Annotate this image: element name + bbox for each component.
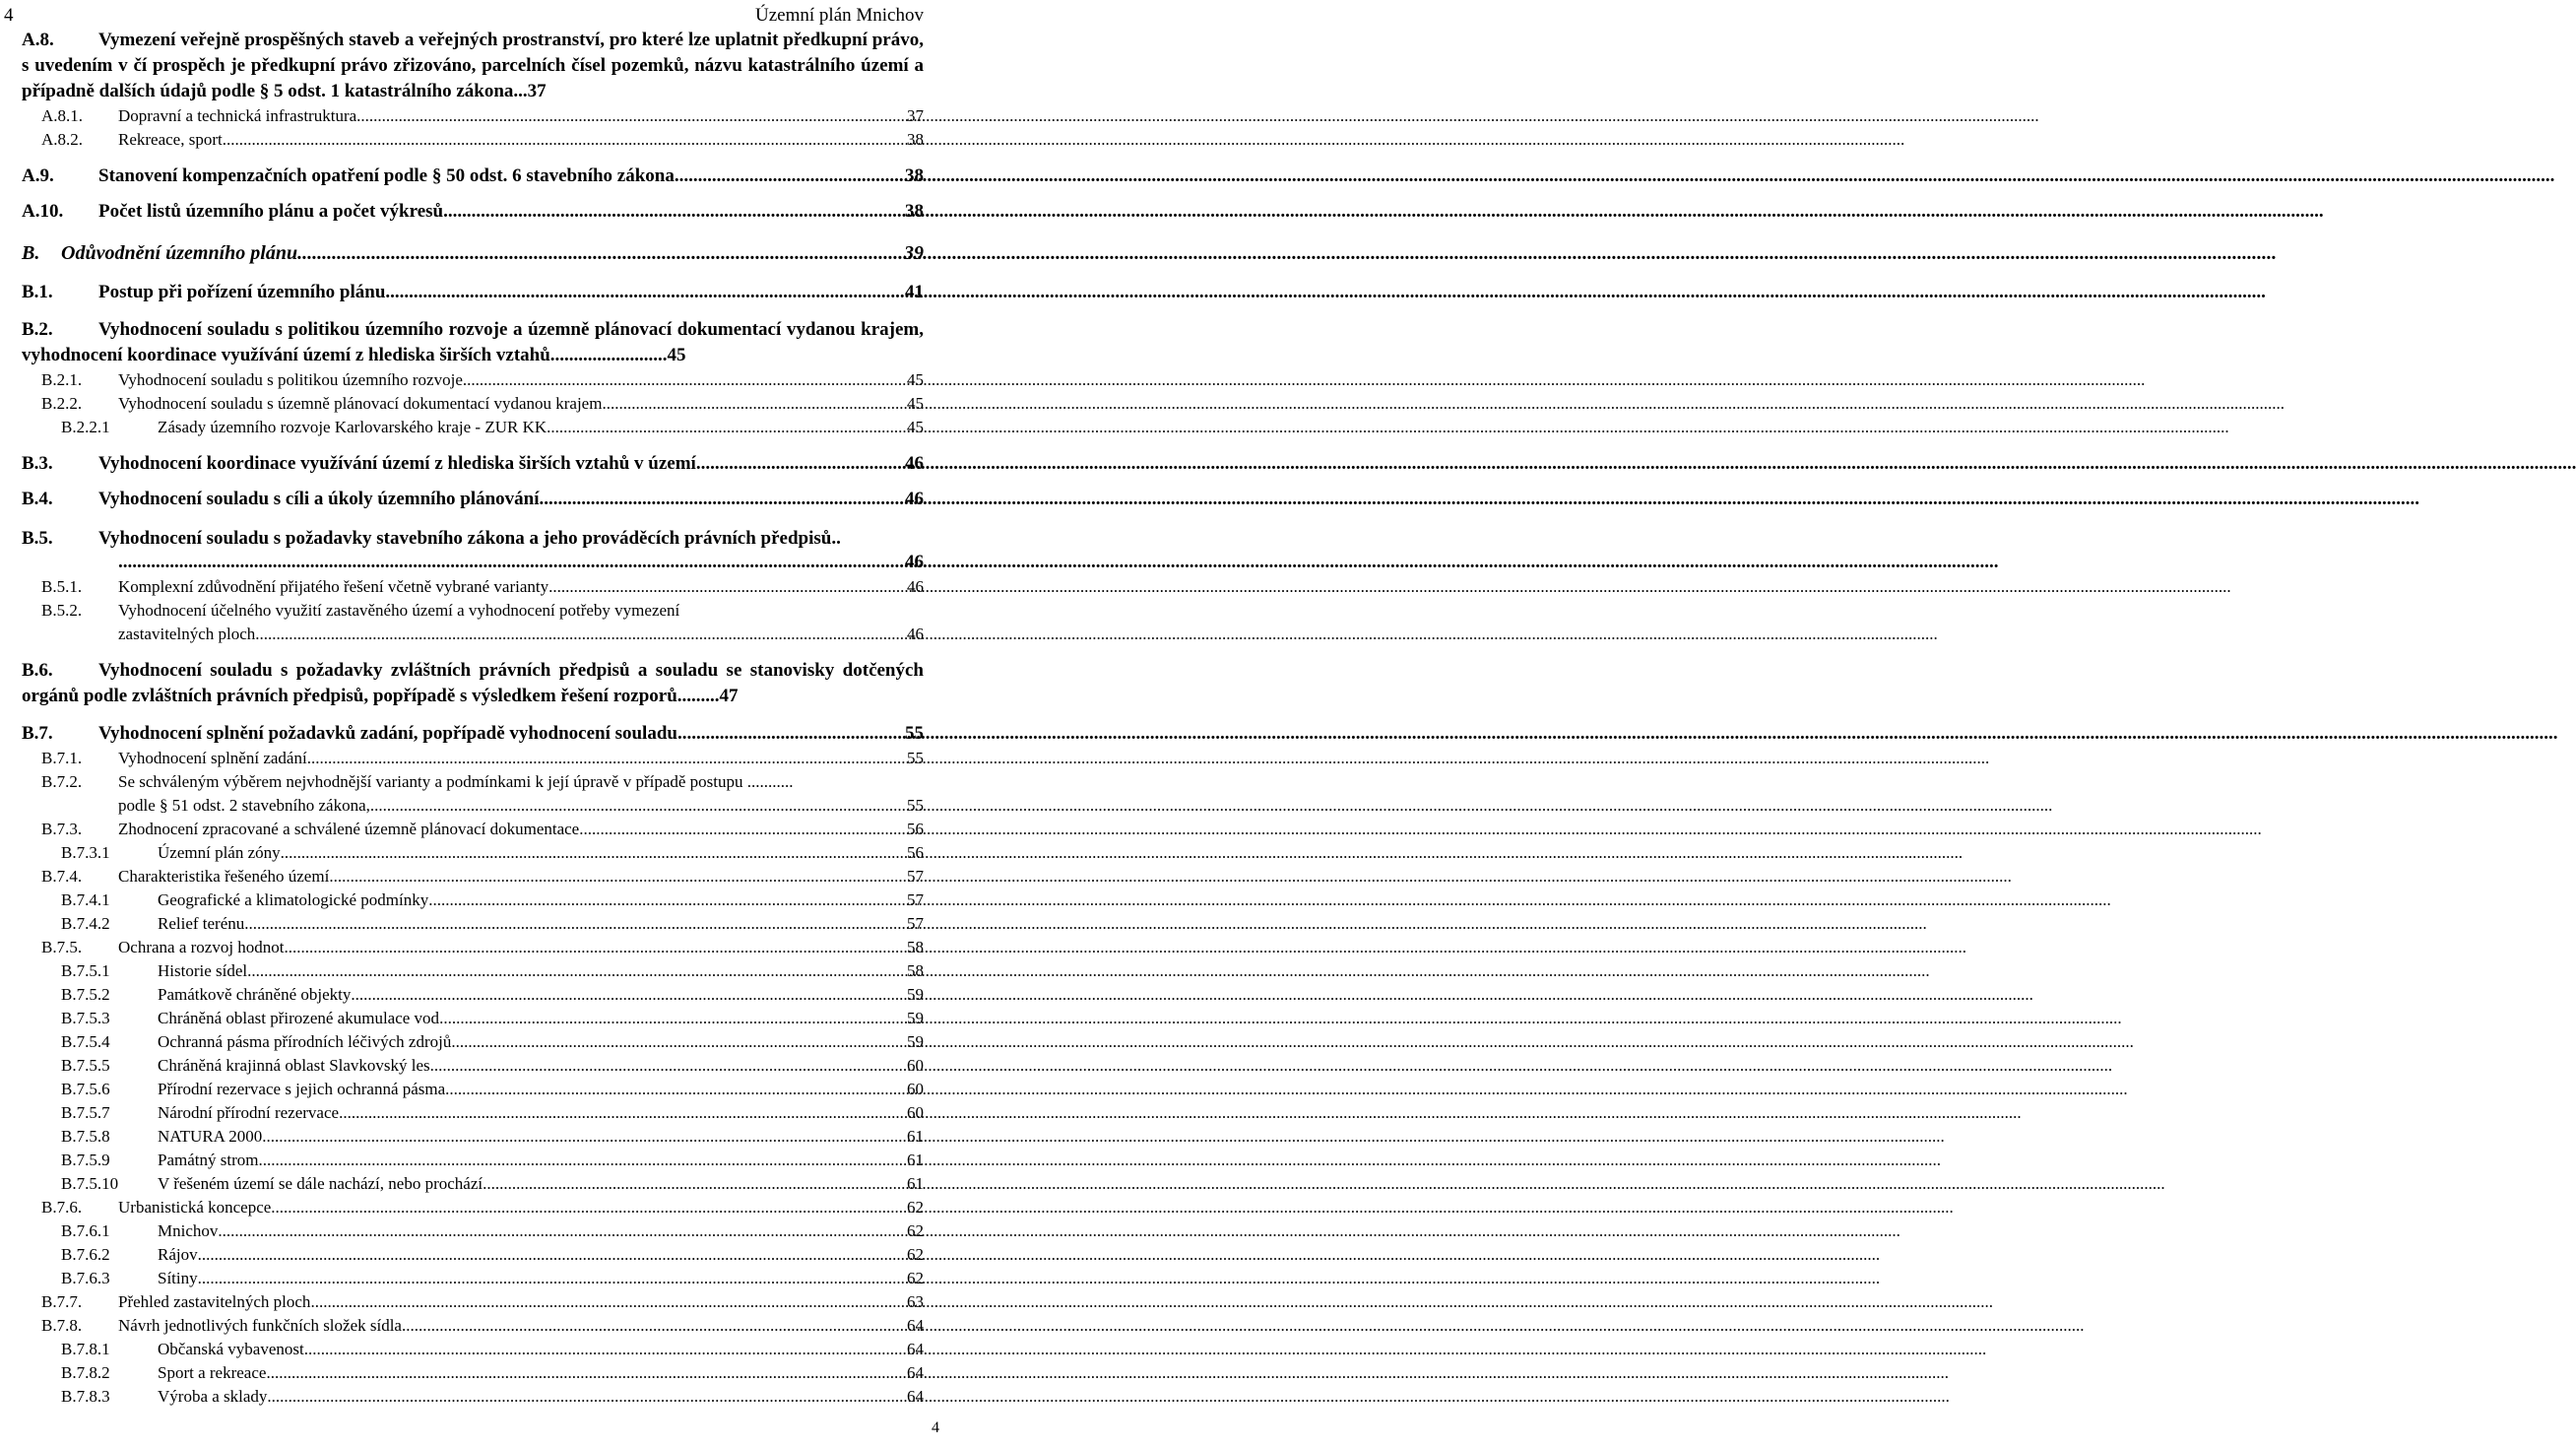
toc-entry-b5-page — [118, 550, 924, 575]
toc-number: B. — [22, 242, 40, 264]
toc-number: B.7.4. — [41, 867, 83, 886]
toc-page: 61 — [907, 1174, 924, 1193]
toc-number: A.8.1. — [41, 106, 84, 125]
toc-dots — [285, 936, 907, 959]
toc-page: 64 — [907, 1340, 924, 1358]
toc-number: B.7.5.2 — [61, 985, 110, 1004]
toc-page: 60 — [907, 1103, 924, 1122]
toc-dots — [329, 865, 907, 889]
toc-entry-b22[interactable] — [41, 392, 924, 416]
toc-entry[interactable] — [61, 983, 924, 1007]
toc-number: B.5.1. — [41, 577, 83, 596]
toc-dots — [267, 1385, 907, 1409]
toc-page: 45 — [907, 370, 924, 389]
toc-page: 58 — [907, 938, 924, 956]
toc-text: Vyhodnocení souladu s politikou územního rozvoje a územně plánovací dokumentací vydanou krajem, vyhodnocení koordinace využívání území z hlediska širších vztahů — [22, 319, 924, 365]
toc-number: B.7.5.4 — [61, 1032, 110, 1051]
toc-page: 46 — [905, 552, 924, 572]
toc-text: Vyhodnocení splnění požadavků zadání, popřípadě vyhodnocení souladu — [98, 723, 677, 744]
toc-text: Komplexní zdůvodnění přijatého řešení včetně vybrané varianty — [118, 577, 549, 596]
toc-number: B.7.8.1 — [61, 1340, 110, 1358]
toc-page: 59 — [907, 1009, 924, 1027]
toc-page: 57 — [907, 867, 924, 886]
toc-entry-b72-cont — [118, 794, 924, 818]
toc-number: B.7.6.1 — [61, 1221, 110, 1240]
toc-page: 62 — [907, 1269, 924, 1287]
toc-text: Památný strom — [158, 1151, 259, 1169]
toc-entry-b1[interactable] — [22, 280, 924, 305]
toc-dots: ........... — [742, 772, 794, 791]
toc-text: NATURA 2000 — [158, 1127, 263, 1146]
toc-page: 55 — [905, 723, 924, 744]
toc-dots — [244, 912, 907, 936]
toc-text: Přírodní rezervace s jejich ochranná pásma — [158, 1080, 446, 1098]
toc-number: B.7.3. — [41, 820, 83, 838]
toc-number: B.7.6.2 — [61, 1245, 110, 1264]
toc-entry[interactable] — [61, 1101, 924, 1125]
toc-entry[interactable] — [61, 1243, 924, 1267]
toc-number: B.7.4.2 — [61, 914, 110, 933]
toc-entry[interactable] — [61, 1219, 924, 1243]
toc-entry[interactable] — [61, 1267, 924, 1290]
toc-page: 46 — [905, 453, 924, 474]
toc-number: B.7.5.3 — [61, 1009, 110, 1027]
toc-page: 37 — [527, 81, 547, 101]
toc-dots — [223, 128, 907, 152]
toc-dots — [247, 959, 907, 983]
toc-text: V řešeném území se dále nachází, nebo prochází — [158, 1174, 483, 1193]
toc-number: B.7.5.10 — [61, 1174, 119, 1193]
toc-text: Vyhodnocení souladu s cíli a úkoly územního plánování — [98, 489, 540, 509]
toc-entry-b3[interactable] — [22, 451, 924, 477]
toc-dots — [483, 1172, 907, 1196]
toc-dots — [547, 416, 907, 439]
toc-dots — [540, 487, 905, 512]
toc-dots: ... — [513, 81, 528, 101]
toc-text: Geografické a klimatologické podmínky — [158, 890, 429, 909]
toc-dots — [443, 199, 905, 225]
toc-entry[interactable] — [41, 1196, 924, 1219]
toc-entry-b5[interactable] — [22, 526, 841, 552]
toc-number: B.7.5.7 — [61, 1103, 110, 1122]
toc-number: B.7.5.8 — [61, 1127, 110, 1146]
toc-number: B.7. — [22, 723, 53, 744]
toc-number: B.3. — [22, 453, 53, 474]
toc-dots — [339, 1101, 907, 1125]
toc-entry[interactable] — [61, 1172, 924, 1196]
toc-number: B.7.2. — [41, 772, 83, 791]
toc-text: Ochrana a rozvoj hodnot — [118, 938, 285, 956]
toc-text: Rájov — [158, 1245, 198, 1264]
toc-dots — [370, 794, 907, 818]
toc-text: Rekreace, sport — [118, 130, 223, 149]
toc-entry-b2[interactable] — [22, 317, 924, 368]
toc-text: Vyhodnocení souladu s požadavky zvláštních právních předpisů a souladu se stanovisky dotčených orgánů podle zvláštních právních předpisů, popřípadě s výsledkem řešení rozporů — [22, 660, 924, 706]
toc-dots — [385, 280, 905, 305]
toc-text: Sport a rekreace — [158, 1363, 267, 1382]
toc-dots — [677, 721, 905, 747]
toc-entry-b72[interactable] — [41, 770, 794, 794]
toc-page: 59 — [907, 985, 924, 1004]
toc-page: 45 — [907, 394, 924, 413]
toc-text: Počet listů územního plánu a počet výkresů — [98, 201, 444, 222]
toc-page: 63 — [907, 1292, 924, 1311]
toc-text: Vyhodnocení koordinace využívání území z hlediska širších vztahů v území — [98, 453, 696, 474]
toc-number: B.7.5.5 — [61, 1056, 110, 1075]
toc-dots — [579, 818, 907, 841]
toc-page: 58 — [907, 961, 924, 980]
toc-dots — [307, 747, 907, 770]
toc-page: 64 — [907, 1387, 924, 1406]
toc-dots — [463, 368, 907, 392]
toc-number: B.1. — [22, 282, 53, 302]
toc-page: 61 — [907, 1127, 924, 1146]
toc-entry[interactable] — [61, 1338, 924, 1361]
toc-dots: ......... — [676, 686, 720, 706]
toc-dots — [118, 550, 905, 575]
toc-text: Národní přírodní rezervace — [158, 1103, 340, 1122]
toc-entry[interactable] — [61, 1361, 924, 1385]
toc-number: B.7.6.3 — [61, 1269, 110, 1287]
toc-page: 38 — [905, 165, 924, 186]
toc-entry-b52-cont — [118, 623, 924, 646]
toc-entry[interactable] — [61, 1078, 924, 1101]
toc-dots — [310, 1290, 907, 1314]
toc-dots — [356, 104, 907, 128]
toc-text: Ochranná pásma přírodních léčivých zdrojů — [158, 1032, 452, 1051]
toc-text: Urbanistická koncepce — [118, 1198, 272, 1217]
toc-entry[interactable] — [41, 865, 924, 889]
toc-text: zastavitelných ploch — [118, 625, 256, 643]
toc-dots — [218, 1219, 907, 1243]
toc-page: 37 — [907, 106, 924, 125]
toc-dots — [451, 1030, 907, 1054]
toc-text: Sítiny — [158, 1269, 198, 1287]
toc-entry[interactable] — [61, 1030, 924, 1054]
toc-dots — [430, 1054, 907, 1078]
toc-text: Zásady územního rozvoje Karlovarského kraje - ZUR KK — [158, 418, 547, 436]
toc-text: Památkově chráněné objekty — [158, 985, 352, 1004]
toc-text: Vyhodnocení souladu s požadavky stavebního zákona a jeho prováděcích právních předpisů.. — [98, 528, 841, 549]
toc-dots — [439, 1007, 907, 1030]
toc-text: Návrh jednotlivých funkčních složek sídla — [118, 1316, 402, 1335]
toc-text: podle § 51 odst. 2 stavebního zákona, — [118, 796, 370, 815]
toc-number: B.7.4.1 — [61, 890, 110, 909]
toc-page: 62 — [907, 1245, 924, 1264]
toc-entry-b51[interactable] — [41, 575, 924, 599]
toc-number: B.5.2. — [41, 601, 83, 620]
toc-entry-b21[interactable] — [41, 368, 924, 392]
toc-number: B.2.2.1 — [61, 418, 110, 436]
toc-dots — [262, 1125, 907, 1149]
toc-number: B.2. — [22, 319, 53, 340]
toc-page: 57 — [907, 890, 924, 909]
toc-entry-a81[interactable] — [41, 104, 924, 128]
toc-page: 60 — [907, 1080, 924, 1098]
toc-text: Dopravní a technická infrastruktura — [118, 106, 357, 125]
toc-number: B.7.5.6 — [61, 1080, 110, 1098]
toc-page: 55 — [907, 749, 924, 767]
toc-dots — [675, 164, 905, 189]
toc-page: 45 — [667, 345, 686, 365]
toc-page: 46 — [907, 625, 924, 643]
toc-entry-a9[interactable] — [22, 164, 924, 189]
toc-text: Relief terénu — [158, 914, 245, 933]
toc-text: Postup při pořízení územního plánu — [98, 282, 386, 302]
toc-number: B.7.5.9 — [61, 1151, 110, 1169]
toc-page: 55 — [907, 796, 924, 815]
toc-text: Vyhodnocení účelného využití zastavěného území a vyhodnocení potřeby vymezení — [118, 601, 680, 620]
toc-text: Výroba a sklady — [158, 1387, 268, 1406]
toc-dots — [445, 1078, 907, 1101]
toc-page: 38 — [905, 201, 924, 222]
toc-text: Vymezení veřejně prospěšných staveb a veřejných prostranství, pro které lze uplatnit předkupní právo, s uvedením v čí prospěch je předkupní právo zřizováno, parcelních čísel pozemků, názvu katastrálního území a případně dalších údajů podle § 5 odst. 1 katastrálního zákona — [22, 30, 924, 101]
toc-entry-b52[interactable] — [41, 599, 679, 623]
toc-entry[interactable] — [61, 841, 924, 865]
toc-number: A.8.2. — [41, 130, 84, 149]
toc-entry[interactable] — [61, 1054, 924, 1078]
toc-number: B.2.2. — [41, 394, 83, 413]
toc-text: Stanovení kompenzačních opatření podle § 50 odst. 6 stavebního zákona — [98, 165, 675, 186]
toc-text: Vyhodnocení souladu s územně plánovací dokumentací vydanou krajem — [118, 394, 603, 413]
toc-dots — [428, 889, 907, 912]
toc-dots — [271, 1196, 907, 1219]
toc-entry-b4[interactable] — [22, 487, 924, 512]
toc-dots — [351, 983, 907, 1007]
toc-text: Odůvodnění územního plánu — [61, 242, 298, 264]
toc-text: Charakteristika řešeného území — [118, 867, 330, 886]
toc-dots — [266, 1361, 907, 1385]
toc-dots — [548, 575, 907, 599]
toc-text: Územní plán zóny — [158, 843, 281, 862]
toc-number: A.10. — [22, 201, 64, 222]
toc-page: 47 — [719, 686, 739, 706]
toc-number: B.6. — [22, 660, 53, 681]
toc-page: 46 — [907, 577, 924, 596]
toc-text: Mnichov — [158, 1221, 219, 1240]
toc-page: 62 — [907, 1221, 924, 1240]
toc-dots: ......................... — [549, 345, 668, 365]
toc-entry-b71[interactable] — [41, 747, 924, 770]
toc-entry[interactable] — [61, 1385, 924, 1409]
toc-number: B.7.7. — [41, 1292, 83, 1311]
toc-text: Vyhodnocení souladu s politikou územního rozvoje — [118, 370, 463, 389]
page-number-top: 4 — [4, 5, 14, 26]
toc-number: A.9. — [22, 165, 54, 186]
toc-dots — [198, 1243, 907, 1267]
toc-page: 46 — [905, 489, 924, 509]
toc-page: 39 — [904, 242, 924, 264]
toc-text: Vyhodnocení splnění zadání — [118, 749, 307, 767]
toc-number: B.5. — [22, 528, 53, 549]
toc-entry[interactable] — [61, 889, 924, 912]
toc-dots — [198, 1267, 907, 1290]
toc-page: 56 — [907, 843, 924, 862]
toc-dots — [258, 1149, 907, 1172]
toc-entry-a82[interactable] — [41, 128, 924, 152]
toc-entry[interactable] — [41, 1314, 924, 1338]
toc-page: 61 — [907, 1151, 924, 1169]
toc-number: B.7.3.1 — [61, 843, 110, 862]
toc-text: Chráněná krajinná oblast Slavkovský les — [158, 1056, 430, 1075]
toc-entry[interactable] — [41, 818, 924, 841]
toc-dots — [304, 1338, 907, 1361]
toc-number: B.7.5.1 — [61, 961, 110, 980]
toc-entry[interactable] — [61, 959, 924, 983]
toc-entry[interactable] — [61, 1125, 924, 1149]
toc-page: 64 — [907, 1316, 924, 1335]
toc-entry[interactable] — [41, 936, 924, 959]
toc-dots — [281, 841, 907, 865]
toc-number: B.7.6. — [41, 1198, 83, 1217]
toc-page: 59 — [907, 1032, 924, 1051]
toc-number: B.2.1. — [41, 370, 83, 389]
toc-text: Historie sídel — [158, 961, 248, 980]
toc-text: Zhodnocení zpracované a schválené územně plánovací dokumentace — [118, 820, 580, 838]
toc-entry[interactable] — [61, 912, 924, 936]
toc-dots — [255, 623, 907, 646]
toc-page: 45 — [907, 418, 924, 436]
toc-dots — [696, 451, 905, 477]
toc-entry-a8[interactable] — [22, 28, 924, 104]
toc-entry-b221[interactable] — [61, 416, 924, 439]
toc-entry[interactable] — [41, 1290, 924, 1314]
toc-page: 60 — [907, 1056, 924, 1075]
toc-dots — [402, 1314, 907, 1338]
toc-page: 57 — [907, 914, 924, 933]
toc-page: 41 — [905, 282, 924, 302]
toc-entry[interactable] — [61, 1007, 924, 1030]
toc-number: B.7.8.2 — [61, 1363, 110, 1382]
toc-page: 38 — [907, 130, 924, 149]
toc-page: 56 — [907, 820, 924, 838]
toc-dots — [602, 392, 907, 416]
toc-entry-a10[interactable] — [22, 199, 924, 225]
toc-entry-b7[interactable] — [22, 721, 924, 747]
toc-number: B.7.8.3 — [61, 1387, 110, 1406]
toc-entry[interactable] — [61, 1149, 924, 1172]
toc-page: 62 — [907, 1198, 924, 1217]
toc-text: Přehled zastavitelných ploch — [118, 1292, 311, 1311]
toc-text: Chráněná oblast přirozené akumulace vod — [158, 1009, 440, 1027]
toc-page: 64 — [907, 1363, 924, 1382]
toc-number: B.7.8. — [41, 1316, 83, 1335]
page-number-bottom: 4 — [932, 1419, 939, 1436]
toc-entry-b[interactable] — [22, 240, 924, 266]
toc-text: Občanská vybavenost — [158, 1340, 304, 1358]
document-title: Územní plán Mnichov — [755, 5, 924, 26]
toc-text: Se schváleným výběrem nejvhodnější varianty a podmínkami k její úpravě v případě postupu — [118, 772, 743, 791]
toc-number: B.4. — [22, 489, 53, 509]
toc-number: B.7.5. — [41, 938, 83, 956]
toc-number: B.7.1. — [41, 749, 83, 767]
toc-number: A.8. — [22, 30, 54, 50]
toc-entry-b6[interactable] — [22, 658, 924, 709]
toc-dots — [297, 240, 904, 266]
